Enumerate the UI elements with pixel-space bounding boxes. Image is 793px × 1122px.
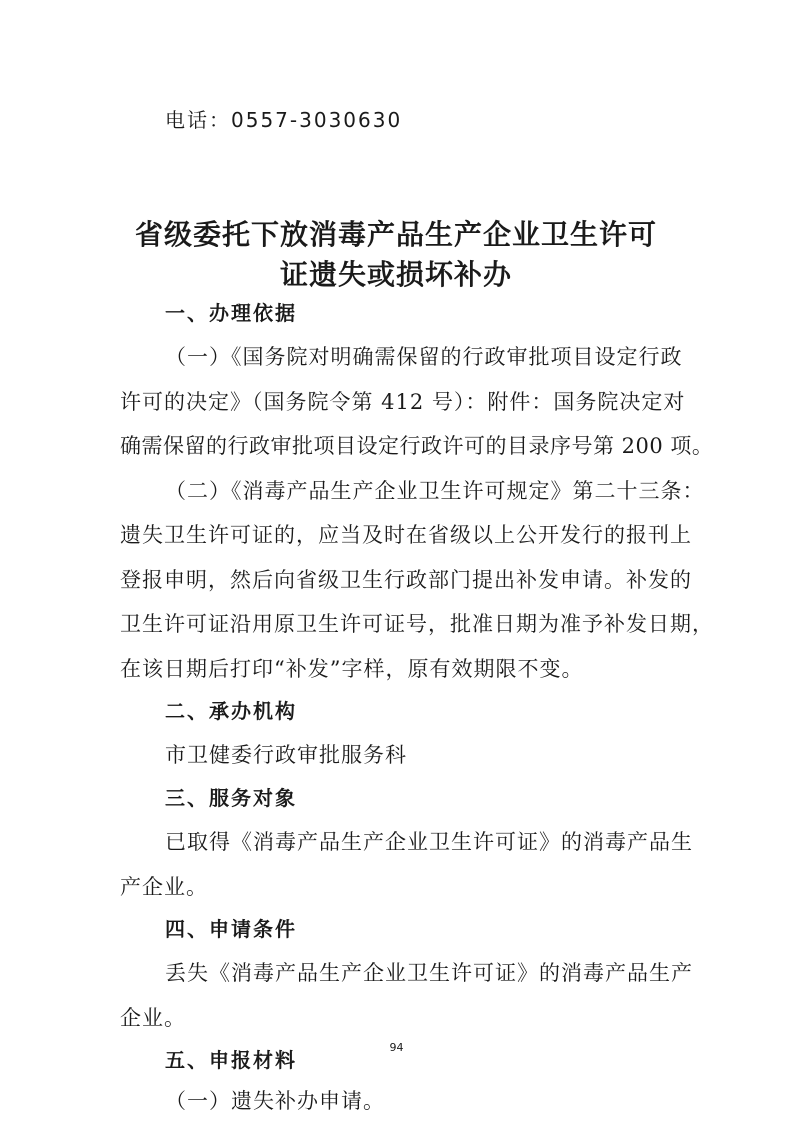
document-title-line-2: 证遗失或损坏补办: [279, 258, 512, 291]
section-heading-agency: 二、承办机构: [165, 699, 297, 723]
paragraph-line: 产企业。: [120, 875, 208, 899]
paragraph-line: 在该日期后打印“补发”字样，原有效期限不变。: [120, 657, 584, 681]
paragraph-line: 已取得《消毒产品生产企业卫生许可证》的消毒产品生: [165, 830, 693, 854]
paragraph-line: 遗失卫生许可证的，应当及时在省级以上公开发行的报刊上: [120, 523, 692, 547]
section-heading-service-target: 三、服务对象: [165, 786, 297, 810]
paragraph-line: 市卫健委行政审批服务科: [165, 743, 407, 767]
paragraph-line: （一）遗失补办申请。: [165, 1089, 385, 1113]
paragraph-line: 卫生许可证沿用原卫生许可证号，批准日期为准予补发日期，: [120, 612, 714, 636]
paragraph-line: （二）《消毒产品生产企业卫生许可规定》第二十三条：: [165, 479, 705, 503]
paragraph-line: 企业。: [120, 1006, 186, 1030]
paragraph-line: 登报申明，然后向省级卫生行政部门提出补发申请。补发的: [120, 568, 692, 592]
document-title-line-1: 省级委托下放消毒产品生产企业卫生许可: [134, 218, 657, 251]
page-number: 94: [389, 1041, 404, 1054]
section-heading-conditions: 四、申请条件: [165, 917, 297, 941]
phone-line: 电话：0557-3030630: [165, 108, 403, 132]
section-heading-materials: 五、申报材料: [165, 1048, 297, 1072]
section-heading-basis: 一、办理依据: [165, 301, 297, 325]
paragraph-line: 许可的决定》（国务院令第 412 号）：附件：国务院决定对: [120, 390, 686, 414]
paragraph-line: 丢失《消毒产品生产企业卫生许可证》的消毒产品生产: [165, 961, 693, 985]
paragraph-line: （一）《国务院对明确需保留的行政审批项目设定行政: [165, 345, 683, 369]
paragraph-line: 确需保留的行政审批项目设定行政许可的目录序号第 200 项。: [120, 434, 714, 458]
